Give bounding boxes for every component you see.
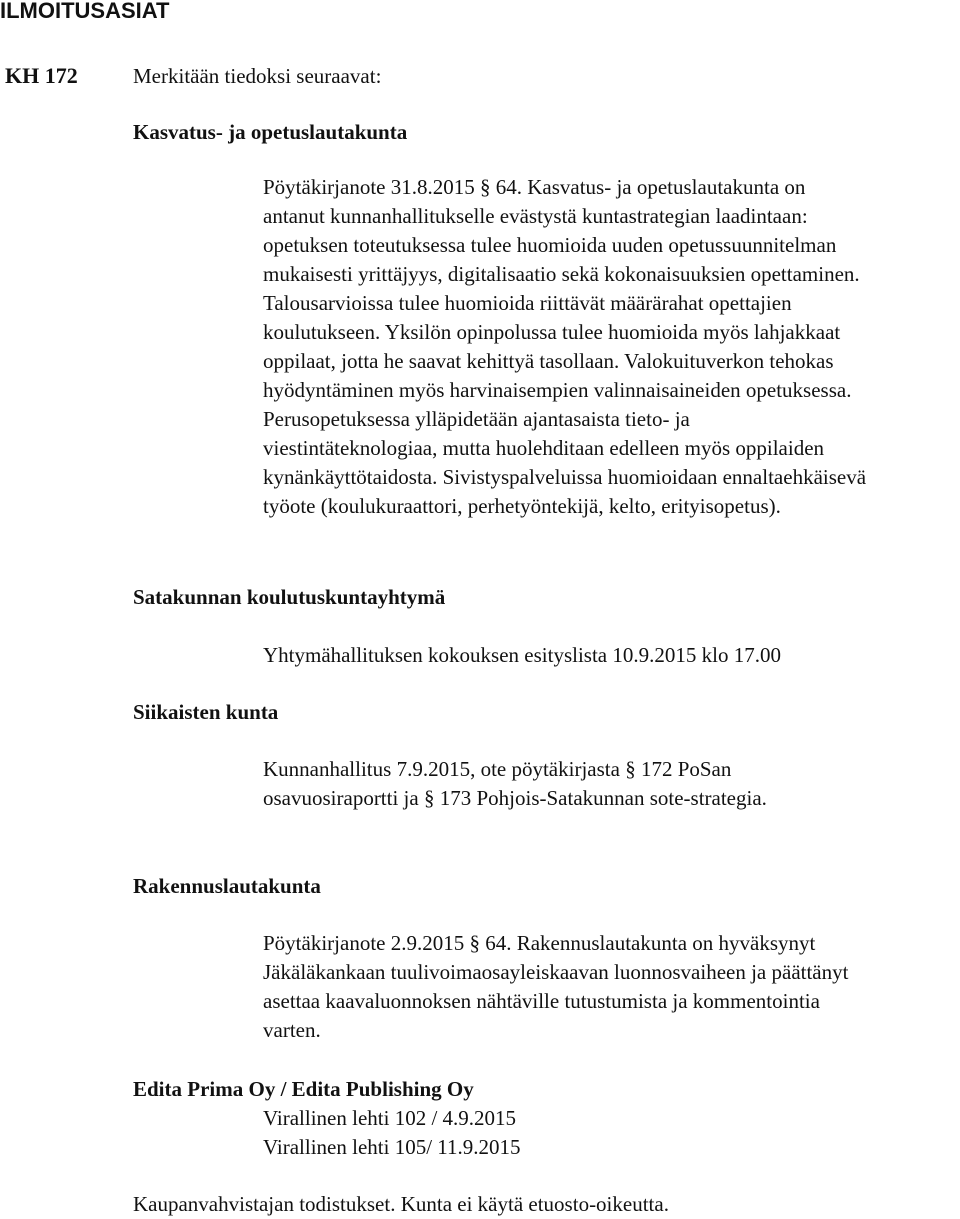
body-line: varten.	[263, 1018, 321, 1042]
body-line: koulutukseen. Yksilön opinpolussa tulee huomioida myös lahjakkaat	[263, 320, 841, 344]
body-line: Jäkäläkankaan tuulivoimaosayleiskaavan luonnosvaiheen ja päättänyt	[263, 960, 849, 984]
body-line: mukaisesti yrittäjyys, digitalisaatio sekä kokonaisuuksien opettaminen.	[263, 262, 860, 286]
body-line: Virallinen lehti 102 / 4.9.2015	[263, 1106, 517, 1130]
body-line: asettaa kaavaluonnoksen nähtäville tutustumista ja kommentointia	[263, 989, 820, 1013]
item-intro: Merkitään tiedoksi seuraavat:	[133, 64, 382, 88]
section-heading-edita: Edita Prima Oy / Edita Publishing Oy	[133, 1077, 474, 1101]
section-body-rakennus	[263, 929, 953, 1045]
body-line: viestintäteknologiaa, mutta huolehditaan edelleen myös oppilaiden	[263, 436, 825, 460]
section-heading-rakennus: Rakennuslautakunta	[133, 874, 321, 898]
section-body-edita	[263, 1104, 953, 1162]
body-line: Kunnanhallitus 7.9.2015, ote pöytäkirjasta § 172 PoSan	[263, 757, 732, 781]
body-line: Pöytäkirjanote 31.8.2015 § 64. Kasvatus- ja opetuslautakunta on	[263, 175, 806, 199]
body-line: Talousarvioissa tulee huomioida riittävät määrärahat opettajien	[263, 291, 792, 315]
footer-note: Kaupanvahvistajan todistukset. Kunta ei käytä etuosto-oikeutta.	[133, 1192, 669, 1216]
section-body-kasvatus	[263, 173, 953, 521]
section-heading-satakunta: Satakunnan koulutuskuntayhtymä	[133, 585, 446, 609]
section-heading-siikainen: Siikaisten kunta	[133, 700, 279, 724]
body-line: oppilaat, jotta he saavat kehittyä tasollaan. Valokuituverkon tehokas	[263, 349, 834, 373]
item-number: KH 172	[5, 63, 78, 88]
section-body-siikainen	[263, 755, 953, 813]
page-title: ILMOITUSASIAT	[0, 0, 170, 23]
body-line: työote (koulukuraattori, perhetyöntekijä, kelto, erityisopetus).	[263, 494, 781, 518]
body-line: kynänkäyttötaidosta. Sivistyspalveluissa huomioidaan ennaltaehkäisevä	[263, 465, 867, 489]
section-body-satakunta: Yhtymähallituksen kokouksen esityslista 10.9.2015 klo 17.00	[263, 643, 781, 667]
body-line: osavuosiraportti ja § 173 Pohjois-Satakunnan sote-strategia.	[263, 786, 767, 810]
body-line: Perusopetuksessa ylläpidetään ajantasaista tieto- ja	[263, 407, 690, 431]
body-line: Pöytäkirjanote 2.9.2015 § 64. Rakennuslautakunta on hyväksynyt	[263, 931, 816, 955]
body-line: opetuksen toteutuksessa tulee huomioida uuden opetussuunnitelman	[263, 233, 837, 257]
section-heading-kasvatus: Kasvatus- ja opetuslautakunta	[133, 120, 408, 144]
body-line: hyödyntäminen myös harvinaisempien valinnaisaineiden opetuksessa.	[263, 378, 852, 402]
body-line: antanut kunnanhallitukselle evästystä kuntastrategian laadintaan:	[263, 204, 808, 228]
body-line: Virallinen lehti 105/ 11.9.2015	[263, 1135, 521, 1159]
